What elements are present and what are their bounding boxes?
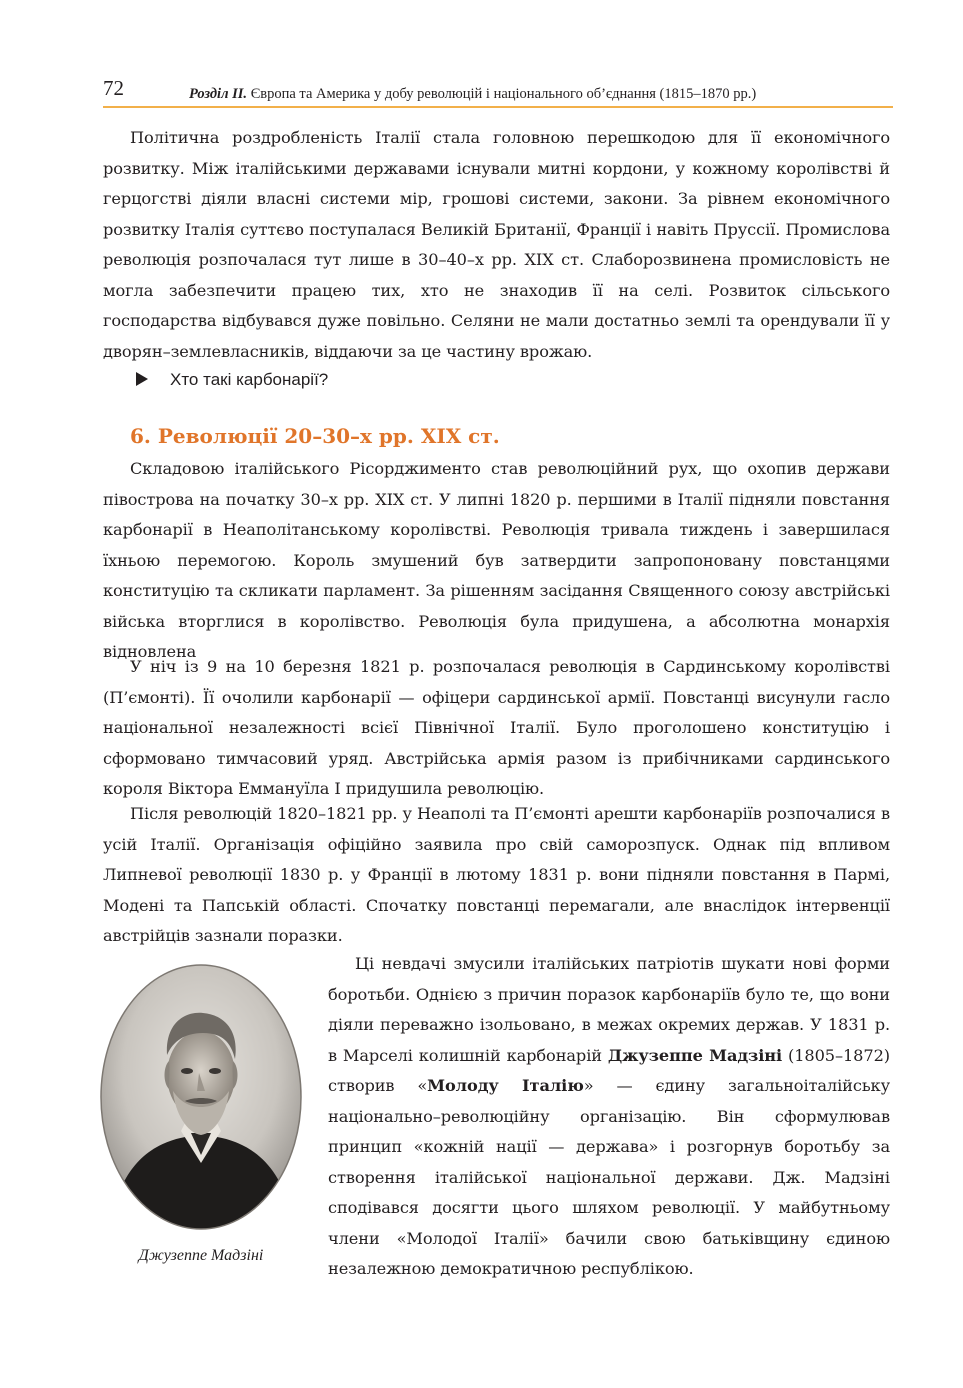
question-text: Хто такі карбонарії? bbox=[170, 370, 329, 389]
running-head bbox=[189, 86, 756, 103]
page-header bbox=[103, 76, 893, 110]
mazzini-name: Джузеппе Мадзіні bbox=[607, 1045, 783, 1065]
paragraph-2: Складовою італійського Рісорджименто став революційний рух, що охопив держави півострова на початку 30–х рр. ХІХ ст. У липні 1820 р. першими в Італії підняли повстання карбонарії в Неаполітанському королівстві. Революція тривала тиждень і завершилася їхньою перемогою. Король змушений був затвердити запропоновану повстанцями конституцію та скликати парламент. За рішенням засідання Священного союзу австрійські війська вторглися в королівство. Революція була придушена, а абсолютна монархія відновлена bbox=[103, 459, 890, 661]
paragraph-3: У ніч із 9 на 10 березня 1821 р. розпочалася революція в Сардинському королівстві (П’ємонті). Її очолили карбонарії — офіцери сардинської армії. Повстанці висунули гасло національної незалежності всієї Північної Італії. Було проголошено конституцію і сформовано тимчасовий уряд. Австрійська армія разом із прибічниками сардинського короля Віктора Еммануїла І придушила революцію. bbox=[103, 657, 890, 798]
paragraph-1: Політична роздробленість Італії стала головною перешкодою для її економічного розвитку. Між італійськими державами існували митні кордони, у кожному королівстві й герцогстві діяли власні системи мір, грошові системи, закони. За рівнем економічного розвитку Італія суттєво поступалася Великій Британії, Франції і навіть Пруссії. Промислова революція розпочалася тут лише в 30–40–х рр. ХІХ ст. Слаборозвинена промисловість не могла забезпечити працею тих, хто не знаходив її на селі. Розвиток сільського господарства відбувався дуже повільно. Селяни не мали достатньо землі та орендували її у дворян–землевласників, віддаючи за це частину врожаю. bbox=[103, 128, 890, 361]
paragraph-5-part-a: Ці невдачі змусили італійських патріотів шукати нові форми боротьби. Однією з причин поразок карбонаріїв було те, що вони діяли переважно ізольовано, в межах окремих держав. У 1831 р. в Марселі колишній карбонарій bbox=[328, 954, 890, 1065]
portrait-image bbox=[99, 963, 303, 1231]
paragraph-5 bbox=[328, 949, 890, 1285]
running-head-title: Європа та Америка у добу революцій і національного об’єднання (1815–1870 рр.) bbox=[250, 86, 757, 102]
page-number: 72 bbox=[103, 76, 124, 100]
paragraph-4: Після революцій 1820–1821 рр. у Неаполі та П’ємонті арешти карбонаріїв розпочалися в усій Італії. Організація офіційно заявила про свій саморозпуск. Однак під впливом Липневої революції 1830 р. у Франції в лютому 1831 р. вони підняли повстання в Пармі, Модені та Папській області. Спочатку повстанці перемагали, але внаслідок інтервенції австрійців зазнали поразки. bbox=[103, 804, 890, 945]
running-head-section: Розділ ІІ. bbox=[189, 86, 248, 102]
question-prompt bbox=[136, 365, 328, 395]
section-heading: 6. Революції 20–30–х рр. ХІХ ст. bbox=[130, 424, 500, 448]
triangle-bullet-icon bbox=[136, 372, 148, 386]
paragraph-5-part-c: » — єдину загальноіталійську національно–революційну організацію. Він сформулював принцип «кожній нації — держава» і розгорнув боротьбу за створення італійської національної держави. Дж. Мадзіні сподівався досягти цього шляхом революції. У майбутньому члени «Молодої Італії» бачили свою батьківщину єдиною незалежною демократичною республікою. bbox=[328, 1076, 890, 1278]
portrait-caption: Джузеппе Мадзіні bbox=[138, 1247, 264, 1264]
paragraph-5-part-b: (1805–1872) створив « bbox=[328, 1045, 890, 1095]
header-rule bbox=[103, 106, 893, 108]
portrait-illustration bbox=[99, 963, 303, 1231]
young-italy-name: Молоду Італію bbox=[427, 1076, 584, 1095]
